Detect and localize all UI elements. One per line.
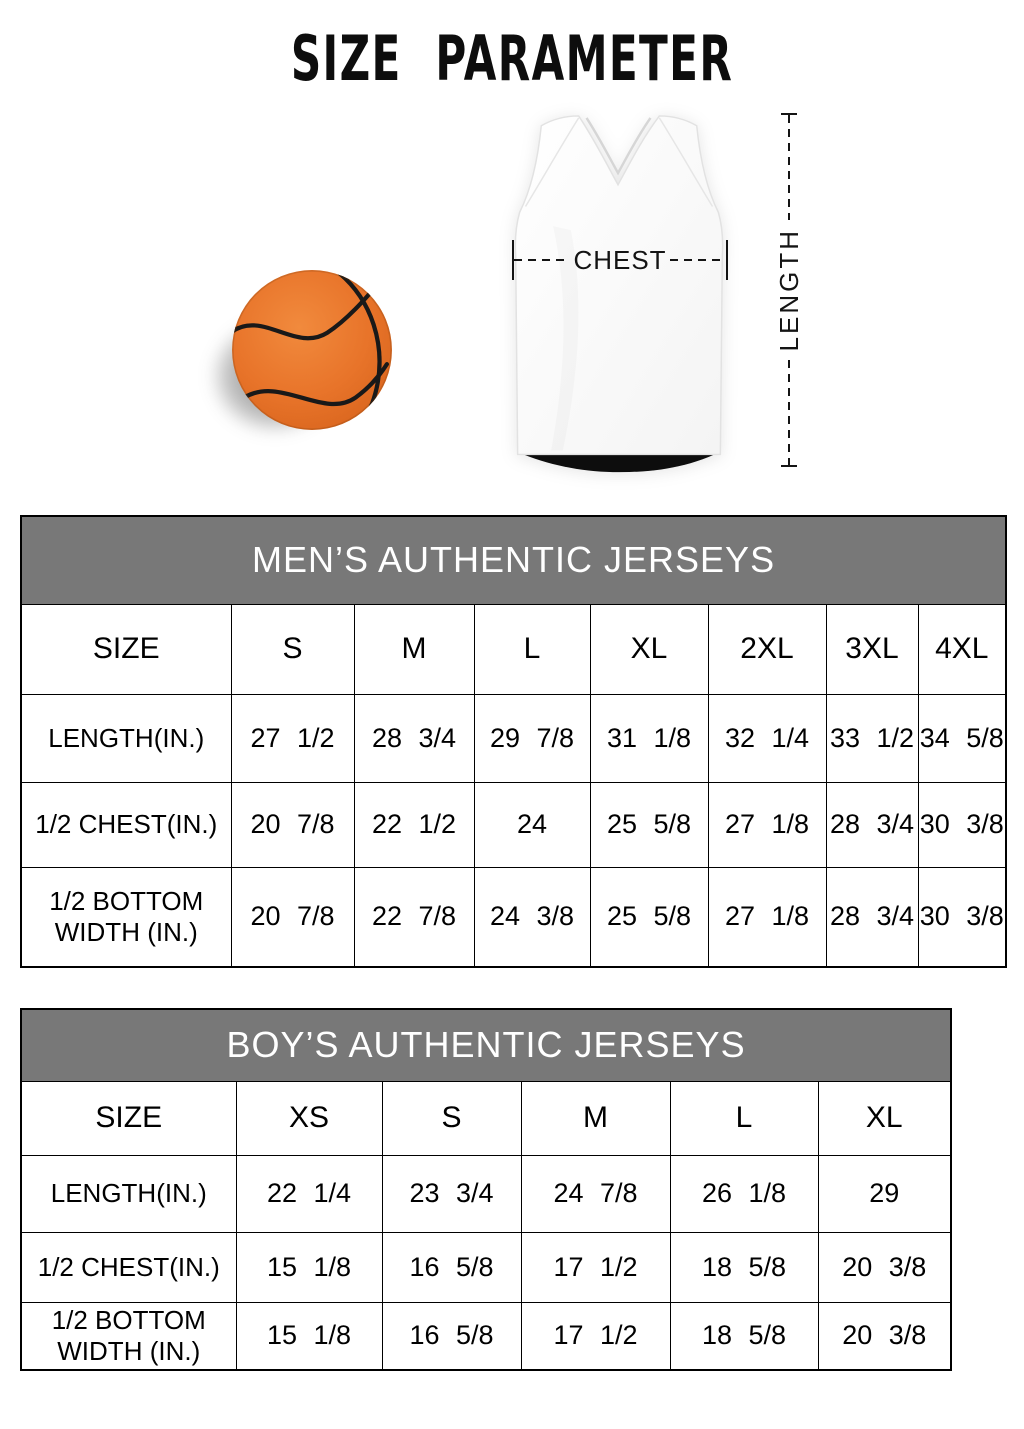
boys-chest-row (21, 1232, 951, 1302)
mens-col-header: M (354, 604, 474, 694)
row-label: 1/2 BOTTOM WIDTH (IN.) (21, 1302, 236, 1370)
length-label: LENGTH (773, 228, 804, 352)
chest-dash-right (670, 259, 726, 261)
row-label: 1/2 CHEST(IN.) (21, 1232, 236, 1302)
chest-right-tick (726, 240, 728, 280)
mens-size-header-row (21, 604, 1006, 694)
mens-col-header: 4XL (918, 604, 1006, 694)
boys-col-header: M (521, 1081, 670, 1155)
boys-col-header: L (670, 1081, 818, 1155)
value-cell: 33 1/2 (826, 694, 918, 782)
mens-table-title: MEN’S AUTHENTIC JERSEYS (21, 516, 1006, 604)
value-cell: 30 3/8 (918, 782, 1006, 867)
length-bottom-cap (781, 465, 797, 467)
mens-size-table (20, 515, 1007, 968)
value-cell: 22 1/2 (354, 782, 474, 867)
row-label: 1/2 BOTTOM WIDTH (IN.) (21, 867, 231, 967)
mens-length-row (21, 694, 1006, 782)
boys-table-title-row (21, 1009, 951, 1081)
basketball-icon (228, 266, 396, 434)
value-cell: 32 1/4 (708, 694, 826, 782)
page-title: SIZE PARAMETER (290, 22, 734, 95)
value-cell: 15 1/8 (236, 1302, 382, 1370)
mens-col-header: 3XL (826, 604, 918, 694)
chest-dash-left (514, 259, 570, 261)
value-cell: 22 1/4 (236, 1155, 382, 1232)
value-cell: 27 1/2 (231, 694, 354, 782)
length-measure-line (773, 113, 804, 467)
chest-measure-line (512, 240, 728, 280)
mens-col-header: SIZE (21, 604, 231, 694)
value-cell: 30 3/8 (918, 867, 1006, 967)
value-cell: 20 3/8 (818, 1232, 951, 1302)
boys-col-header: XS (236, 1081, 382, 1155)
value-cell: 27 1/8 (708, 867, 826, 967)
value-cell: 24 3/8 (474, 867, 590, 967)
value-cell: 20 7/8 (231, 867, 354, 967)
mens-bottom-width-row (21, 867, 1006, 967)
mens-col-header: XL (590, 604, 708, 694)
mens-col-header: L (474, 604, 590, 694)
mens-col-header: 2XL (708, 604, 826, 694)
value-cell: 25 5/8 (590, 867, 708, 967)
value-cell: 17 1/2 (521, 1302, 670, 1370)
value-cell: 24 (474, 782, 590, 867)
value-cell: 28 3/4 (826, 867, 918, 967)
value-cell: 18 5/8 (670, 1232, 818, 1302)
mens-table-title-row (21, 516, 1006, 604)
chest-label: CHEST (573, 244, 667, 275)
value-cell: 22 7/8 (354, 867, 474, 967)
boys-length-row (21, 1155, 951, 1232)
length-dash-top (788, 115, 790, 220)
boys-col-header: S (382, 1081, 521, 1155)
row-label: LENGTH(IN.) (21, 1155, 236, 1232)
row-label: 1/2 CHEST(IN.) (21, 782, 231, 867)
mens-chest-row (21, 782, 1006, 867)
value-cell: 34 5/8 (918, 694, 1006, 782)
value-cell: 16 5/8 (382, 1232, 521, 1302)
row-label: LENGTH(IN.) (21, 694, 231, 782)
value-cell: 29 (818, 1155, 951, 1232)
boys-col-header: SIZE (21, 1081, 236, 1155)
value-cell: 18 5/8 (670, 1302, 818, 1370)
value-cell: 16 5/8 (382, 1302, 521, 1370)
boys-size-header-row (21, 1081, 951, 1155)
value-cell: 28 3/4 (826, 782, 918, 867)
value-cell: 26 1/8 (670, 1155, 818, 1232)
jersey-graphic (496, 108, 742, 486)
value-cell: 20 7/8 (231, 782, 354, 867)
value-cell: 29 7/8 (474, 694, 590, 782)
value-cell: 25 5/8 (590, 782, 708, 867)
boys-table-title: BOY’S AUTHENTIC JERSEYS (21, 1009, 951, 1081)
boys-size-table (20, 1008, 952, 1371)
mens-col-header: S (231, 604, 354, 694)
boys-col-header: XL (818, 1081, 951, 1155)
value-cell: 28 3/4 (354, 694, 474, 782)
value-cell: 27 1/8 (708, 782, 826, 867)
value-cell: 24 7/8 (521, 1155, 670, 1232)
value-cell: 15 1/8 (236, 1232, 382, 1302)
value-cell: 23 3/4 (382, 1155, 521, 1232)
value-cell: 31 1/8 (590, 694, 708, 782)
length-dash-bottom (788, 360, 790, 465)
value-cell: 17 1/2 (521, 1232, 670, 1302)
value-cell: 20 3/8 (818, 1302, 951, 1370)
boys-bottom-width-row (21, 1302, 951, 1370)
